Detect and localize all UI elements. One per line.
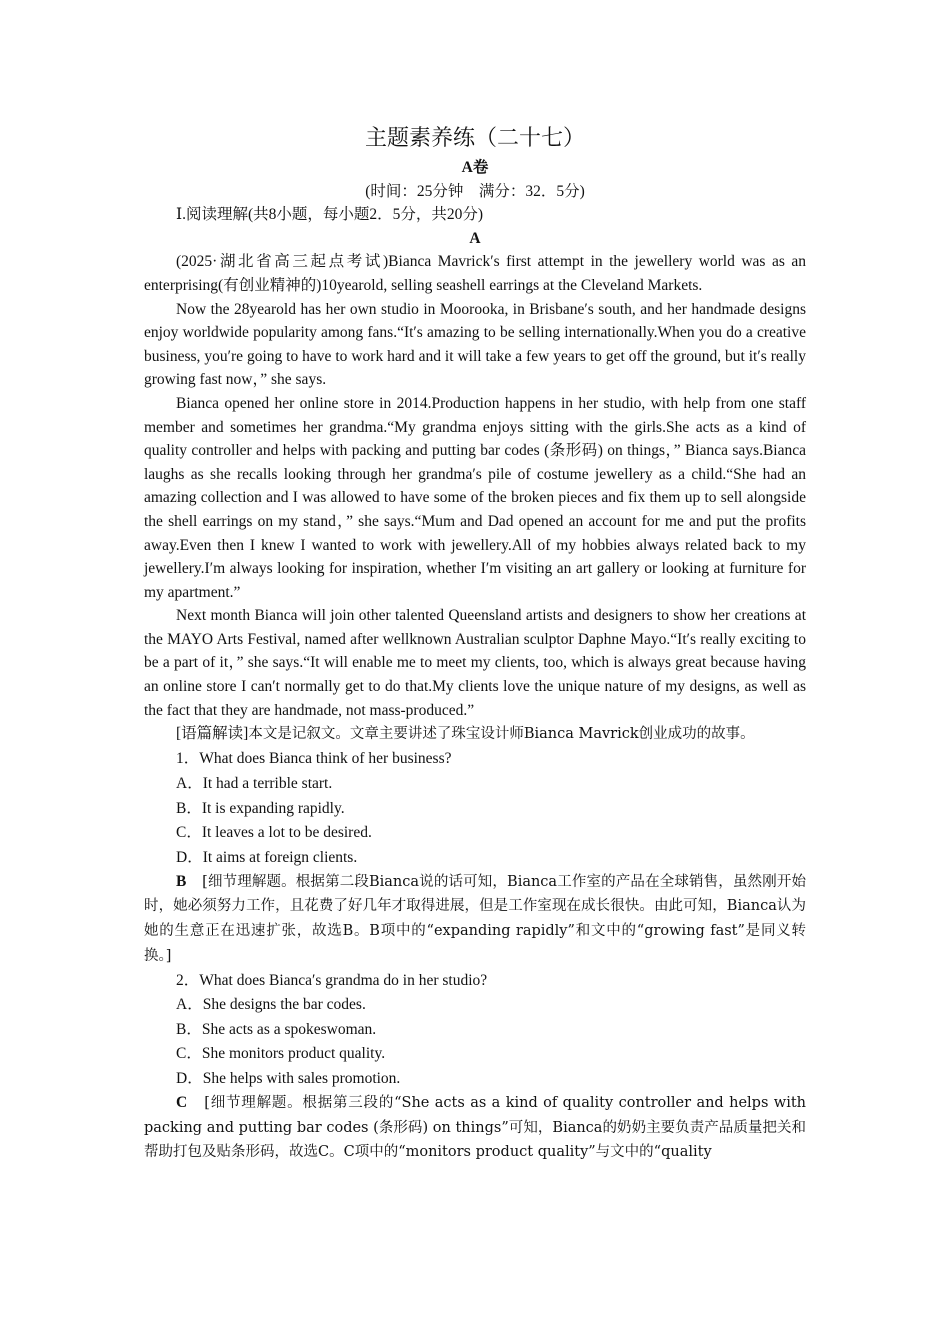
- question-1-option-d: D．It aims at foreign clients.: [176, 848, 358, 866]
- question-1-option-a: A．It had a terrible start.: [176, 774, 333, 792]
- passage-paragraph-3: Bianca opened her online store in 2014.Production happens in her studio, with help from one staff member and sometimes her grandma.“My grandma enjoys sitting with the girls.She acts as a kind of quality controller and helps with packing and putting bar codes (条形码) on things，” Bianca says.Bianca laughs as she recalls looking through her grandma′s pile of costume jewellery as a child.“She had an amazing collection and I was allowed to have some of the broken pieces and fix them up to sell alongside the shell earrings on my stand，” she says.“Mum and Dad opened an account for me and put the profits away.Even then I knew I wanted to work with jewellery.All of my hobbies always related back to my jewellery.I′m always looking for inspiration, whether I′m visiting an art gallery or looking at furniture for my apartment.”: [144, 394, 806, 601]
- discourse-analysis: [144, 722, 806, 747]
- question-1-explanation-text: [细节理解题。根据第二段Bianca说的话可知，Bianca工作室的产品在全球销售，虽然刚开始时，她必须努力工作，且花费了好几年才取得进展，但是工作室现在成长很快。由此可知，Bianca认为她的生意正在迅速扩张，故选B。B项中的“expanding rapidly”和文中的“growing fast”是同义转换。]: [144, 873, 806, 964]
- question-1-explanation: [144, 870, 806, 968]
- document-page: [144, 122, 806, 1165]
- question-1-answer: B: [176, 872, 187, 890]
- question-2-answer: C: [176, 1094, 188, 1112]
- passage-paragraph-4: Next month Bianca will join other talented Queensland artists and designers to show her creations at the MAYO Arts Festival, named after wellknown Australian sculptor Daphne Mayo.“It′s really exciting to be a part of it，” she says.“It will enable me to meet my clients, too, which is always great because having an online store I can′t normally get to do that.My clients love the unique nature of my designs, as well as the fact that they are handmade, not mass-produced.”: [144, 607, 806, 719]
- section-heading: Ⅰ.阅读理解(共8小题，每小题2．5分，共20分): [176, 206, 484, 224]
- question-1-option-c: C．It leaves a lot to be desired.: [176, 824, 372, 842]
- question-2-option-c: C．She monitors product quality.: [176, 1045, 386, 1063]
- question-2-option-b: B．She acts as a spokeswoman.: [176, 1020, 377, 1038]
- volume-label: A卷: [461, 159, 489, 176]
- question-2-option-d: D．She helps with sales promotion.: [176, 1070, 401, 1088]
- time-info: (时间：25分钟 满分：32．5分): [365, 182, 585, 200]
- passage-paragraph-2: Now the 28yearold has her own studio in Moorooka, in Brisbane′s south, and her handmade designs enjoy worldwide popularity among fans.“It′s amazing to be selling internationally.When you do a creative business, you′re going to have to work hard and it will take a few years to get off the ground, but it′s really growing fast now，” she says.: [144, 300, 806, 389]
- question-1-stem: 1．What does Bianca think of her business?: [176, 750, 452, 768]
- page-title: 主题素养练（二十七）: [364, 126, 585, 151]
- question-2-stem: 2．What does Bianca′s grandma do in her studio?: [176, 971, 488, 989]
- question-2-explanation-text: [细节理解题。根据第三段的“She acts as a kind of quality controller and helps with packing and putting bar codes (条形码) on things”可知，Bianca的奶奶主要负责产品质量把关和帮助打包及贴条形码，故选C。C项中的“monitors product quality”与文中的“quality: [144, 1095, 806, 1161]
- analysis-text: 本文是记叙文。文章主要讲述了珠宝设计师Bianca Mavrick创业成功的故事。: [248, 726, 755, 743]
- question-2-explanation: [144, 1091, 806, 1165]
- passage-label: A: [469, 229, 481, 247]
- question-2-option-a: A．She designs the bar codes.: [176, 996, 366, 1014]
- question-1-option-b: B．It is expanding rapidly.: [176, 799, 345, 817]
- passage-paragraph-1: (2025·湖北省高三起点考试)Bianca Mavrick′s first attempt in the jewellery world was as an enterprising(有创业精神的)10yearold, selling seashell earrings at the Cleveland Markets.: [144, 253, 806, 294]
- analysis-label: [语篇解读]: [176, 725, 249, 743]
